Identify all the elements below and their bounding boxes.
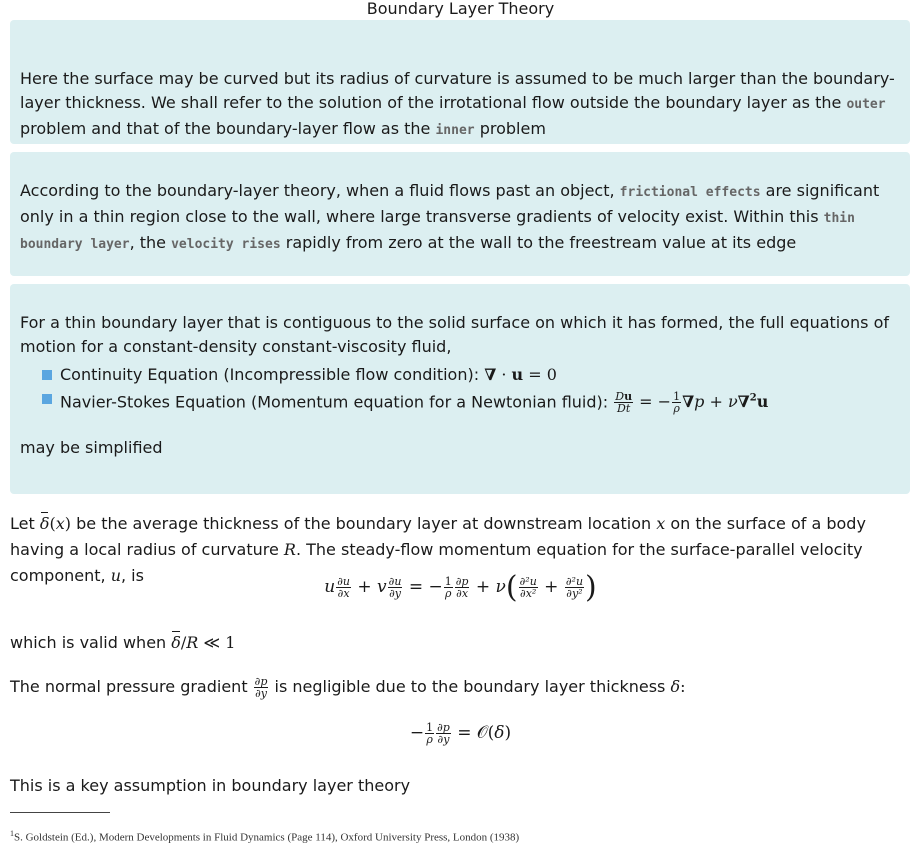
paragraph-key-assumption: This is a key assumption in boundary layer theory [10,776,411,795]
para3-text-b: is negligible due to the boundary layer thickness [269,677,671,696]
symbol-u: u [110,566,121,585]
box3-intro: For a thin boundary layer that is contiguous to the solid surface on which it has formed, the full equations of motion for a constant-density constant-viscosity fluid, [20,313,890,356]
validity-condition: δ/R ≪ 1 [171,633,235,652]
list-item-continuity [40,363,900,387]
symbol-delta: δ [670,677,681,696]
code-outer: outer [846,97,886,112]
navier-stokes-equation: $\frac{Du}{Dt}$ = − $\frac{1}{\rho}$ ∇p + ν∇$^2$u [615,390,769,416]
para2-text: which is valid when [10,633,172,652]
box2-text-d: rapidly from zero at the wall to the freestream value at its edge [280,233,797,252]
code-thin-boundary-layer: thin boundary layer [20,211,855,252]
box3-outro: may be simplified [20,438,163,458]
continuity-equation: ∇ · u = 0 [484,365,557,384]
footnote [10,829,519,844]
para1-text-e: , is [121,566,144,585]
para1-text-a: Let [10,514,40,533]
box2-text-c: , the [129,233,172,252]
equation-list [20,363,900,414]
para1-text-c: on the surface of a body having a local radius of curvature [10,514,866,559]
navier-stokes-label: Navier-Stokes Equation (Momentum equation for a Newtonian fluid): [60,392,614,412]
pressure-gradient-fraction: $\frac{\partial p}{\partial y}$ [254,675,268,700]
para3-text-a: The normal pressure gradient [10,677,253,696]
footnote-text: S. Goldstein (Ed.), Modern Developments in Fluid Dynamics (Page 114), Oxford University Press, London (1938) [14,831,520,844]
momentum-equation: u $\frac{\partial u}{\partial x}$ + v $\frac{\partial u}{\partial y}$ = − $\frac{1}{\rho}$ $\frac{\partial p}{\partial x}$ + ν( $\frac{\text{∂²u}}{\text{∂x²}}$ + $\frac{\text{∂²u}}{\text{∂y²}}$ ) [324,570,597,605]
page-title: Boundary Layer Theory [366,0,555,18]
note-box-outer-inner [10,20,910,144]
continuity-label: Continuity Equation (Incompressible flow condition): [60,365,485,384]
box1-text-b: problem and that of the boundary-layer flow as the [20,119,436,138]
footnote-divider [10,812,110,813]
delta-bar-of-x: δ(x) [40,514,71,533]
para1-text-d: . The steady-flow momentum equation for the surface-parallel velocity component, [10,540,863,585]
list-item-navier-stokes [40,387,900,414]
footnote-marker: 1 [10,829,14,838]
para1-text-b: be the average thickness of the boundary layer at downstream location [71,514,657,533]
symbol-x: x [656,514,666,533]
order-equation: − $\frac{1}{\rho}$ $\frac{\partial p}{\partial y}$ = 𝒪(δ) [409,721,512,746]
colon: : [680,677,686,696]
box2-text-a: According to the boundary-layer theory, when a fluid flows past an object, [20,181,620,200]
code-frictional-effects: frictional effects [619,185,761,200]
code-inner: inner [435,123,475,138]
symbol-R: R [283,540,296,559]
code-velocity-rises: velocity rises [171,237,281,252]
note-box-equations [10,284,910,494]
box1-text-a: Here the surface may be curved but its radius of curvature is assumed to be much larger than the boundary-layer thickness. We shall refer to the solution of the irrotational flow outside the boundary layer as the [20,69,895,112]
box2-text-b: are significant only in a thin region close to the wall, where large transverse gradients of velocity exist. Within this [20,181,880,226]
note-box-boundary-layer [10,152,910,276]
paragraph-pressure-gradient [10,674,910,700]
box1-text-c: problem [474,119,546,138]
paragraph-validity [10,630,910,656]
